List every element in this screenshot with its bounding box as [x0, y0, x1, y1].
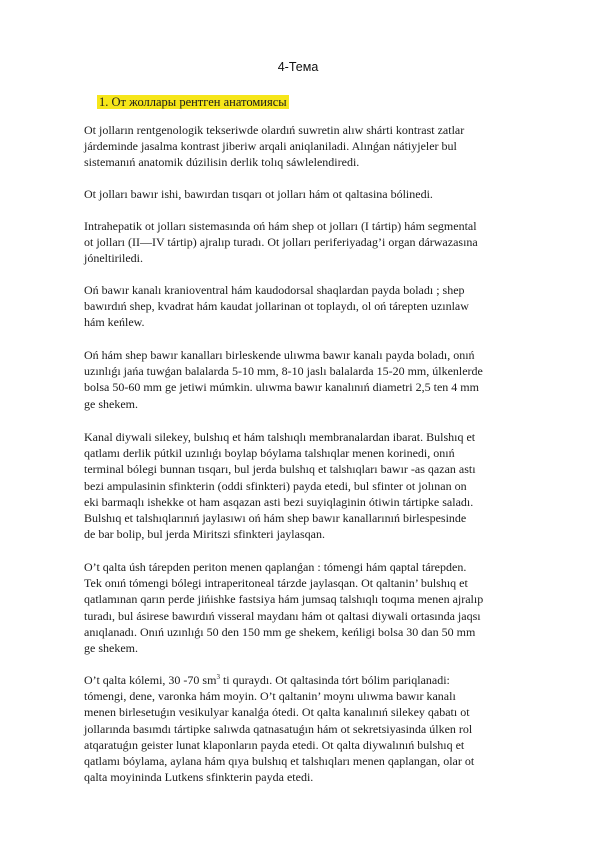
text-line: de bar bolip, bul jerda Miritszi sfinkteri jaylasqan. — [84, 527, 325, 542]
text-line: járdeminde jasalma kontrast jiberiw arqali aniqlaniladi. Alınǵan nátiyjeler bul — [84, 139, 457, 154]
text-line: turadı, bul ásirese bawırdıń visseral maydanı hám ot qaltasi diywali ortasında jaqsı — [84, 608, 481, 623]
text-line: ot jolları (II—IV tártip) ajralıp turadı. Ot jolları periferiyadag’i organ dárwazasına — [84, 235, 478, 250]
text-line: bolsa 50-60 mm ge jetiwi múmkin. ulıwma bawır kanalınıń diametri 2,5 ten 4 mm — [84, 380, 479, 395]
paragraph-8 — [84, 672, 544, 785]
text-line: bawırdıń shep, kvadrat hám kaudat jollarinan ot toplaydı, ol oń tárepten uzınlaw — [84, 299, 469, 314]
paragraph-7 — [84, 559, 544, 656]
text-line — [84, 672, 544, 688]
text-line: qatlamı bóylama, aylana hám qıya bulshıq et talshıqları menen qaplangan, olar ot — [84, 754, 475, 769]
superscript: 3 — [216, 673, 220, 681]
text-line: O’t qalta úsh tárepden periton menen qaplanǵan : tómengi hám qaptal tárepden. — [84, 560, 467, 574]
text-line: Bulshıq et talshıqlarınıń jaylasıwı oń hám shep bawır kanallarınıń birlespesinde — [84, 511, 467, 526]
text-line: qatlamı derlik pútkil uzınlıǵı boylap bóylama talshıqlar menen korinedi, onıń — [84, 446, 455, 461]
text-line: Intrahepatik ot jolları sistemasında oń hám shep ot jolları (I tártip) hám segmental — [84, 219, 477, 233]
text-line: tómengi, dene, varonka hám moyin. O’t qaltanin’ moynı ulıwma bawır kanalı — [84, 689, 456, 704]
text-line: eki barmaqlı ishekke ot ham asqazan asti bezi suyiqlaginin ótiwin tártipke saladı. — [84, 494, 474, 509]
text-line: Kanal diywali silekey, bulshıq et hám talshıqlı membranalardan ibarat. Bulshıq et — [84, 430, 476, 444]
text-line: menen birlesetuǵın vesikulyar kanalǵa ótedi. Ot qalta kanalınıń silekey qabatı ot — [84, 705, 470, 720]
text-line: ge shekem. — [84, 396, 138, 411]
text-line: Ot jolların rentgenologik tekseriwde olardıń suwretin alıw shárti kontrast zatlar — [84, 123, 465, 137]
text-line: hám keńlew. — [84, 315, 145, 330]
text-line: terminal bólegi bunnan tısqarı, bul jerda bulshıq et talshıqları bawır -as qazan astı — [84, 462, 476, 477]
text-line: jóneltiriledi. — [84, 251, 143, 266]
text-line: qatlamınan qarın perde jińishke fastsiya hám jumsaq talshıqlı toqıma menen ajralıp — [84, 592, 484, 607]
text-line: bezi ampulasinin sfinkterin (oddi sfinkteri) payda etedi, bul sfinter ot jolınan on — [84, 478, 467, 493]
text-line: sistemanıń anatomik dúzilisin derlik tolıq sáwlelendiredi. — [84, 155, 360, 170]
paragraph-4 — [84, 282, 544, 331]
paragraph-6 — [84, 429, 544, 542]
section-heading: 1. От жоллары рентген анатомиясы — [99, 95, 287, 109]
text-line: Oń hám shep bawır kanalları birleskende ulıwma bawır kanalı payda boladı, onıń — [84, 348, 475, 362]
text-run: ti quraydı. Ot qaltasinda tórt bólim pariqlanadi: — [219, 673, 450, 687]
text-line: ge shekem. — [84, 641, 138, 656]
text-run: O’t qalta kólemi, 30 -70 sm — [84, 673, 217, 687]
paragraph-3 — [84, 218, 544, 267]
text-line: uzınlıǵı jańa tuwǵan balalarda 5-10 mm, 8-10 jaslı balalarda 15-20 mm, úlkenlerde — [84, 364, 483, 379]
paragraph-1 — [84, 122, 544, 171]
page-title: 4-Тема — [277, 60, 319, 74]
text-line: anıqlanadı. Onıń uzınlıǵı 50 den 150 mm ge shekem, keńligi bolsa 30 dan 50 mm — [84, 624, 476, 639]
text-line: Oń bawır kanalı kranioventral hám kaudodorsal shaqlardan payda boladı ; shep — [84, 283, 465, 297]
paragraph-2 — [84, 186, 544, 202]
text-line: jollarında basımdı tártipke salıwda qatnasatuǵın hám ot sekretsiyasinda úlken rol — [84, 721, 473, 736]
paragraph-5 — [84, 347, 544, 412]
text-line: Tek onıń tómengi bólegi intraperitoneal tárzde jaylasqan. Ot qaltanin’ bulshıq et — [84, 576, 468, 591]
text-line: atqaratuǵın geister lunat klaponların payda etedi. Ot qalta diywalınıń bulshıq et — [84, 737, 465, 752]
text-line: qalta moyininda Lutkens sfinkterin payda etedi. — [84, 770, 314, 785]
text-line: Ot jolları bawır ishi, bawırdan tısqarı ot jolları hám ot qaltasina bólinedi. — [84, 187, 433, 201]
